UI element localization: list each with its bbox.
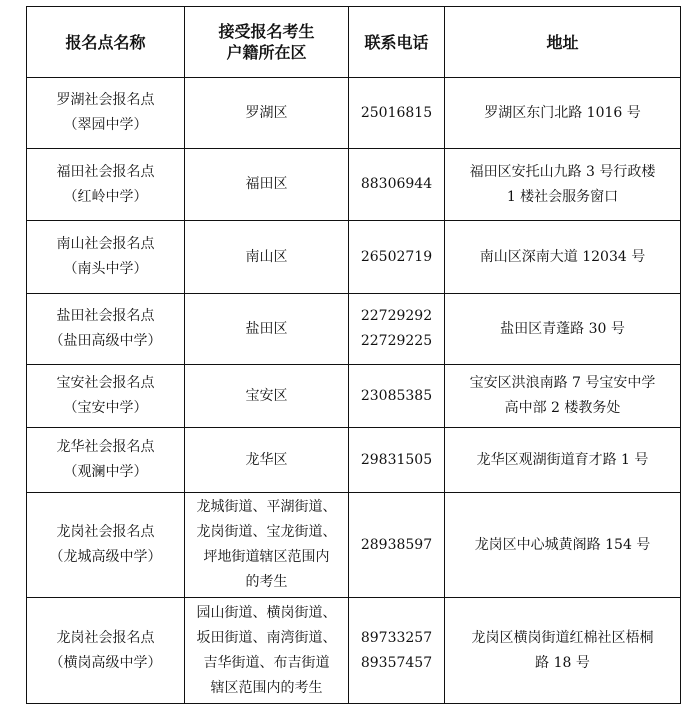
registration-points-table (26, 6, 681, 704)
header-district: 接受报名考生 户籍所在区 (185, 7, 349, 78)
cell-district: 龙华区 (185, 428, 349, 493)
cell-district: 龙城街道、平湖街道、 龙岗街道、宝龙街道、 坪地街道辖区范围内 的考生 (185, 493, 349, 598)
cell-name: 龙岗社会报名点 （横岗高级中学） (27, 598, 185, 704)
table-row (27, 294, 681, 365)
cell-district: 福田区 (185, 149, 349, 221)
cell-phone: 88306944 (349, 149, 445, 221)
cell-district: 罗湖区 (185, 78, 349, 149)
cell-phone: 23085385 (349, 365, 445, 428)
cell-phone: 26502719 (349, 221, 445, 294)
cell-name: 罗湖社会报名点 （翠园中学） (27, 78, 185, 149)
cell-address: 盐田区青蓬路 30 号 (445, 294, 681, 365)
cell-district: 园山街道、横岗街道、 坂田街道、南湾街道、 吉华街道、布吉街道 辖区范围内的考生 (185, 598, 349, 704)
table-row (27, 149, 681, 221)
cell-phone: 28938597 (349, 493, 445, 598)
cell-name: 福田社会报名点 （红岭中学） (27, 149, 185, 221)
cell-address: 龙岗区横岗街道红棉社区梧桐 路 18 号 (445, 598, 681, 704)
header-name: 报名点名称 (27, 7, 185, 78)
table-row (27, 221, 681, 294)
header-phone: 联系电话 (349, 7, 445, 78)
cell-name: 南山社会报名点 （南头中学） (27, 221, 185, 294)
cell-address: 龙岗区中心城黄阁路 154 号 (445, 493, 681, 598)
cell-address: 宝安区洪浪南路 7 号宝安中学 高中部 2 楼教务处 (445, 365, 681, 428)
cell-district: 南山区 (185, 221, 349, 294)
table-header-row (27, 7, 681, 78)
table-row (27, 78, 681, 149)
cell-phone: 29831505 (349, 428, 445, 493)
cell-phone: 25016815 (349, 78, 445, 149)
cell-address: 福田区安托山九路 3 号行政楼 1 楼社会服务窗口 (445, 149, 681, 221)
cell-name: 龙华社会报名点 （观澜中学） (27, 428, 185, 493)
cell-address: 罗湖区东门北路 1016 号 (445, 78, 681, 149)
cell-address: 南山区深南大道 12034 号 (445, 221, 681, 294)
table-row (27, 365, 681, 428)
table-row (27, 598, 681, 704)
cell-name: 龙岗社会报名点 （龙城高级中学） (27, 493, 185, 598)
cell-phone: 22729292 22729225 (349, 294, 445, 365)
header-address: 地址 (445, 7, 681, 78)
cell-name: 宝安社会报名点 （宝安中学） (27, 365, 185, 428)
cell-address: 龙华区观湖街道育才路 1 号 (445, 428, 681, 493)
table-row (27, 493, 681, 598)
cell-name: 盐田社会报名点 （盐田高级中学） (27, 294, 185, 365)
table-row (27, 428, 681, 493)
cell-district: 盐田区 (185, 294, 349, 365)
cell-district: 宝安区 (185, 365, 349, 428)
registration-table-wrapper (26, 6, 681, 704)
cell-phone: 89733257 89357457 (349, 598, 445, 704)
